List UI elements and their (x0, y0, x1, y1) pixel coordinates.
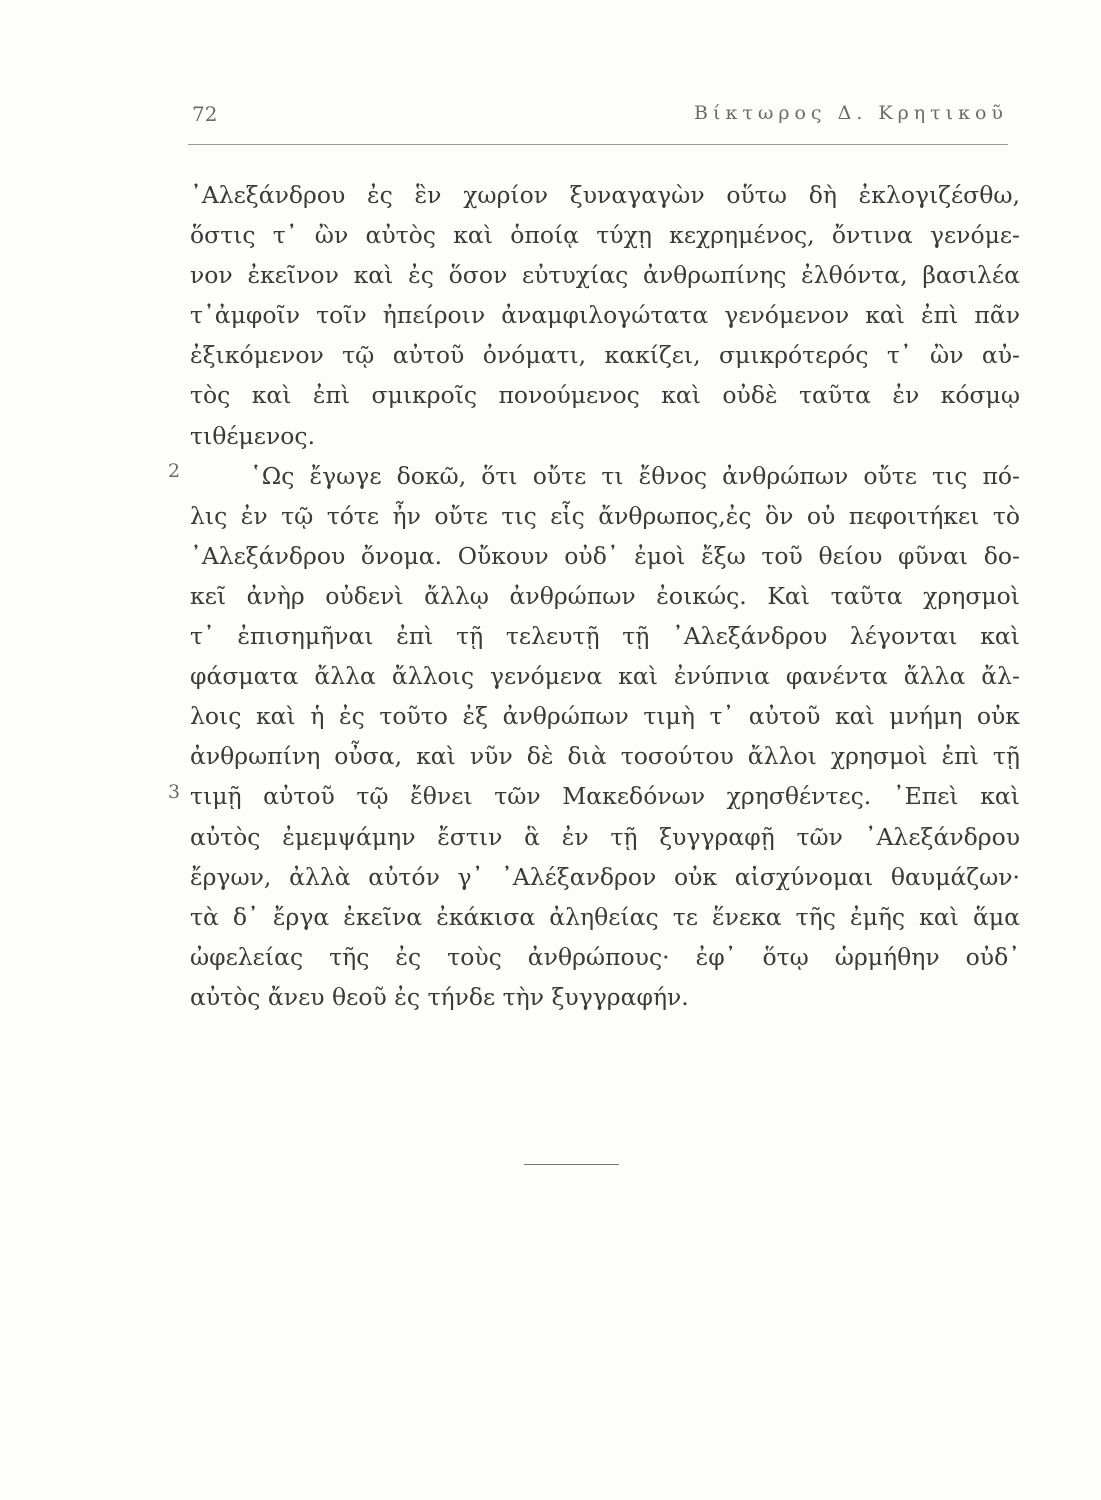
text-line: τιμῇ αὐτοῦ τῷ ἔθνει τῶν Μακεδόνων χρησθέντες. ᾿Επεὶ καὶ (190, 782, 1020, 811)
text-line: ᾿Αλεξάνδρου ἐς ἓν χωρίον ξυναγαγὼν οὕτω δὴ ἐκλογιζέσθω, (190, 181, 1020, 209)
text-line: ῾Ως ἔγωγε δοκῶ, ὅτι οὔτε τι ἔθνος ἀνθρώπων οὔτε τις πό- (250, 461, 1020, 490)
running-head: Βίκτωρος Δ. Κρητικοῦ (694, 102, 1008, 124)
text-line: ἀνθρωπίνη οὖσα, καὶ νῦν δὲ διὰ τοσούτου ἄλλοι χρησμοὶ ἐπὶ τῇ (190, 742, 1020, 771)
text-line: αὐτὸς ἐμεμψάμην ἔστιν ἃ ἐν τῇ ξυγγραφῇ τῶν ᾿Αλεξάνδρου (190, 822, 1020, 851)
text-line: λοις καὶ ἡ ἐς τοῦτο ἐξ ἀνθρώπων τιμὴ τ᾿ αὐτοῦ καὶ μνήμη οὐκ (190, 702, 1020, 731)
text-line: τὰ δ᾿ ἔργα ἐκεῖνα ἐκάκισα ἀληθείας τε ἕνεκα τῆς ἐμῆς καὶ ἅμα (190, 902, 1020, 931)
section-number-2: 2 (168, 460, 181, 482)
footer-rule (524, 1164, 619, 1165)
section-number-3: 3 (168, 781, 181, 803)
text-line: τὸς καὶ ἐπὶ σμικροῖς πονούμενος καὶ οὐδὲ ταῦτα ἐν κόσμῳ (190, 381, 1020, 410)
text-line: τιθέμενος. (190, 421, 316, 450)
text-line: τ᾿ ἐπισημῆναι ἐπὶ τῇ τελευτῇ τῇ ᾿Αλεξάνδρου λέγονται καὶ (190, 622, 1020, 651)
text-line: ὅστις τ᾿ ὢν αὐτὸς καὶ ὁποίᾳ τύχῃ κεχρημένος, ὄντινα γενόμε- (190, 221, 1020, 250)
text-line: νον ἐκεῖνον καὶ ἐς ὅσον εὐτυχίας ἀνθρωπίνης ἐλθόντα, βασιλέα (190, 261, 1020, 290)
text-line: ᾿Αλεξάνδρου ὄνομα. Οὔκουν οὐδ᾿ ἐμοὶ ἔξω τοῦ θείου φῦναι δο- (190, 541, 1020, 570)
text-line: κεῖ ἀνὴρ οὐδενὶ ἄλλῳ ἀνθρώπων ἐοικώς. Καὶ ταῦτα χρησμοὶ (190, 581, 1020, 610)
text-line: αὐτὸς ἄνευ θεοῦ ἐς τήνδε τὴν ξυγγραφήν. (190, 982, 689, 1011)
text-line: ἐξικόμενον τῷ αὐτοῦ ὀνόματι, κακίζει, σμικρότερός τ᾿ ὢν αὐ- (190, 341, 1020, 370)
text-line: ὠφελείας τῆς ἐς τοὺς ἀνθρώπους· ἐφ᾿ ὅτῳ ὡρμήθην οὐδ᾿ (190, 942, 1020, 971)
text-line: φάσματα ἄλλα ἄλλοις γενόμενα καὶ ἐνύπνια φανέντα ἄλλα ἄλ- (190, 662, 1020, 691)
text-line: τ᾿ἀμφοῖν τοῖν ἠπείροιν ἀναμφιλογώτατα γενόμενον καὶ ἐπὶ πᾶν (190, 301, 1020, 330)
text-line: λις ἐν τῷ τότε ἦν οὔτε τις εἷς ἄνθρωπος,ἐς ὃν οὐ πεφοιτήκει τὸ (190, 501, 1020, 530)
header-rule (188, 144, 1008, 145)
body-text (190, 175, 1020, 1017)
text-line: ἔργων, ἀλλὰ αὐτόν γ᾿ ᾿Αλέξανδρον οὐκ αἰσχύνομαι θαυμάζων· (190, 862, 1020, 891)
page-number: 72 (192, 102, 218, 126)
